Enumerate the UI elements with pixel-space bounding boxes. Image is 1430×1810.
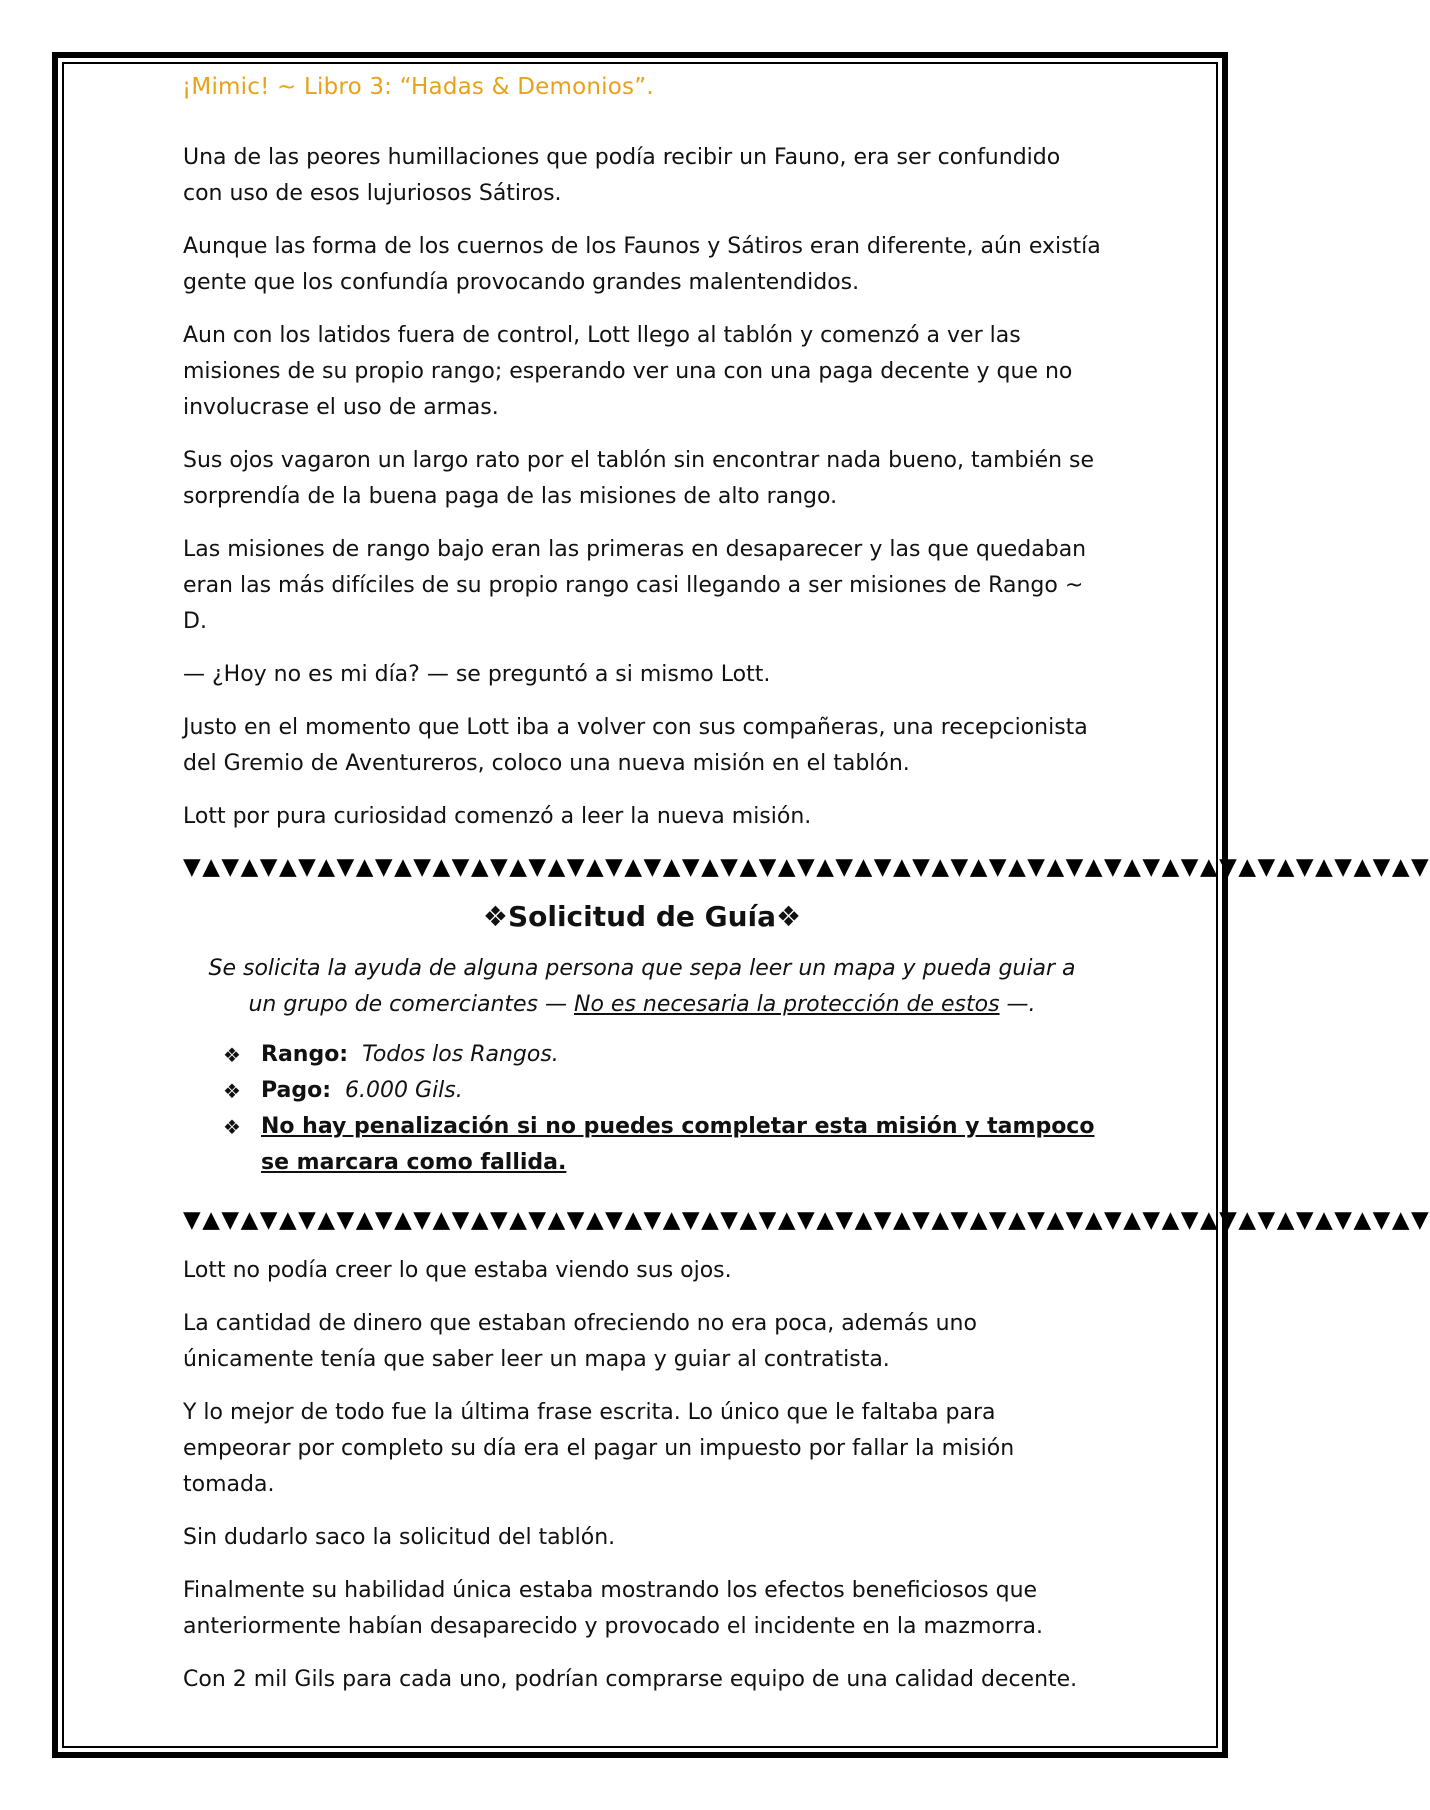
request-details-list bbox=[183, 1037, 1101, 1181]
diamond-bullet-icon: ❖ bbox=[223, 1043, 241, 1067]
paragraph: Con 2 mil Gils para cada uno, podrían comprarse equipo de una calidad decente. bbox=[183, 1667, 1078, 1692]
rank-label: Rango: bbox=[261, 1042, 349, 1067]
diamond-bullet-icon: ❖ bbox=[223, 1079, 241, 1103]
request-note-item bbox=[223, 1109, 1101, 1181]
pay-label: Pago: bbox=[261, 1078, 332, 1103]
request-note: No hay penalización si no puedes completar esta misión y tampoco se marcara como fallida. bbox=[261, 1114, 1095, 1175]
paragraph: Lott no podía creer lo que estaba viendo sus ojos. bbox=[183, 1258, 732, 1283]
request-title: ❖Solicitud de Guía❖ bbox=[482, 900, 802, 933]
paragraph: Una de las peores humillaciones que podía recibir un Fauno, era ser confundido con uso de esos lujuriosos Sátiros. bbox=[183, 145, 1061, 206]
paragraph: Y lo mejor de todo fue la última frase escrita. Lo único que le faltaba para empeorar por completo su día era el pagar un impuesto por fallar la misión tomada. bbox=[183, 1400, 1015, 1497]
dialogue-line: — ¿Hoy no es mi día? — se preguntó a si mismo Lott. bbox=[183, 662, 771, 687]
paragraph: Finalmente su habilidad única estaba mostrando los efectos beneficiosos que anteriormente habían desaparecido y provocado el incidente en la mazmorra. bbox=[183, 1578, 1044, 1639]
paragraph: Sus ojos vagaron un largo rato por el tablón sin encontrar nada bueno, también se sorprendía de la buena paga de las misiones de alto rango. bbox=[183, 448, 1095, 509]
paragraph: Aun con los latidos fuera de control, Lott llego al tablón y comenzó a ver las misiones de su propio rango; esperando ver una con una paga decente y que no involucrase el uso de armas. bbox=[183, 323, 1073, 420]
request-rank-item bbox=[223, 1037, 1101, 1073]
triangle-divider-bottom: ▼▲▼▲▼▲▼▲▼▲▼▲▼▲▼▲▼▲▼▲▼▲▼▲▼▲▼▲▼▲▼▲▼▲▼▲▼▲▼▲▼▲▼▲▼▲▼▲▼▲▼▲▼▲▼▲▼▲▼▲▼▲▼▲▼ bbox=[183, 1207, 1430, 1233]
paragraph: La cantidad de dinero que estaban ofreciendo no era poca, además uno únicamente tenía que saber leer un mapa y guiar al contratista. bbox=[183, 1311, 977, 1372]
paragraph: Las misiones de rango bajo eran las primeras en desaparecer y las que quedaban eran las más difíciles de su propio rango casi llegando a ser misiones de Rango ~ D. bbox=[183, 537, 1087, 634]
triangle-divider-top: ▼▲▼▲▼▲▼▲▼▲▼▲▼▲▼▲▼▲▼▲▼▲▼▲▼▲▼▲▼▲▼▲▼▲▼▲▼▲▼▲▼▲▼▲▼▲▼▲▼▲▼▲▼▲▼▲▼▲▼▲▼▲▼▲▼ bbox=[183, 854, 1430, 880]
diamond-bullet-icon: ❖ bbox=[223, 1115, 241, 1139]
request-pay-item bbox=[223, 1073, 1101, 1109]
paragraph: Sin dudarlo saco la solicitud del tablón. bbox=[183, 1525, 616, 1550]
request-desc-underlined: No es necesaria la protección de estos bbox=[574, 992, 1000, 1017]
request-desc-main: Se solicita la ayuda de alguna persona que sepa leer un mapa y pueda guiar a un grupo de comerciantes — bbox=[208, 956, 1076, 1017]
request-desc-end: —. bbox=[999, 992, 1036, 1017]
paragraph: Lott por pura curiosidad comenzó a leer la nueva misión. bbox=[183, 804, 812, 829]
document-page bbox=[182, 68, 1430, 1715]
pay-value: 6.000 Gils. bbox=[345, 1078, 463, 1103]
rank-value: Todos los Rangos. bbox=[362, 1042, 559, 1067]
paragraph: Justo en el momento que Lott iba a volver con sus compañeras, una recepcionista del Gremio de Aventureros, coloco una nueva misión en el tablón. bbox=[183, 715, 1088, 776]
request-description bbox=[193, 951, 1091, 1023]
running-header: ¡Mimic! ~ Libro 3: “Hadas & Demonios”. bbox=[182, 74, 654, 100]
paragraph: Aunque las forma de los cuernos de los Faunos y Sátiros eran diferente, aún existía gente que los confundía provocando grandes malentendidos. bbox=[183, 234, 1101, 295]
